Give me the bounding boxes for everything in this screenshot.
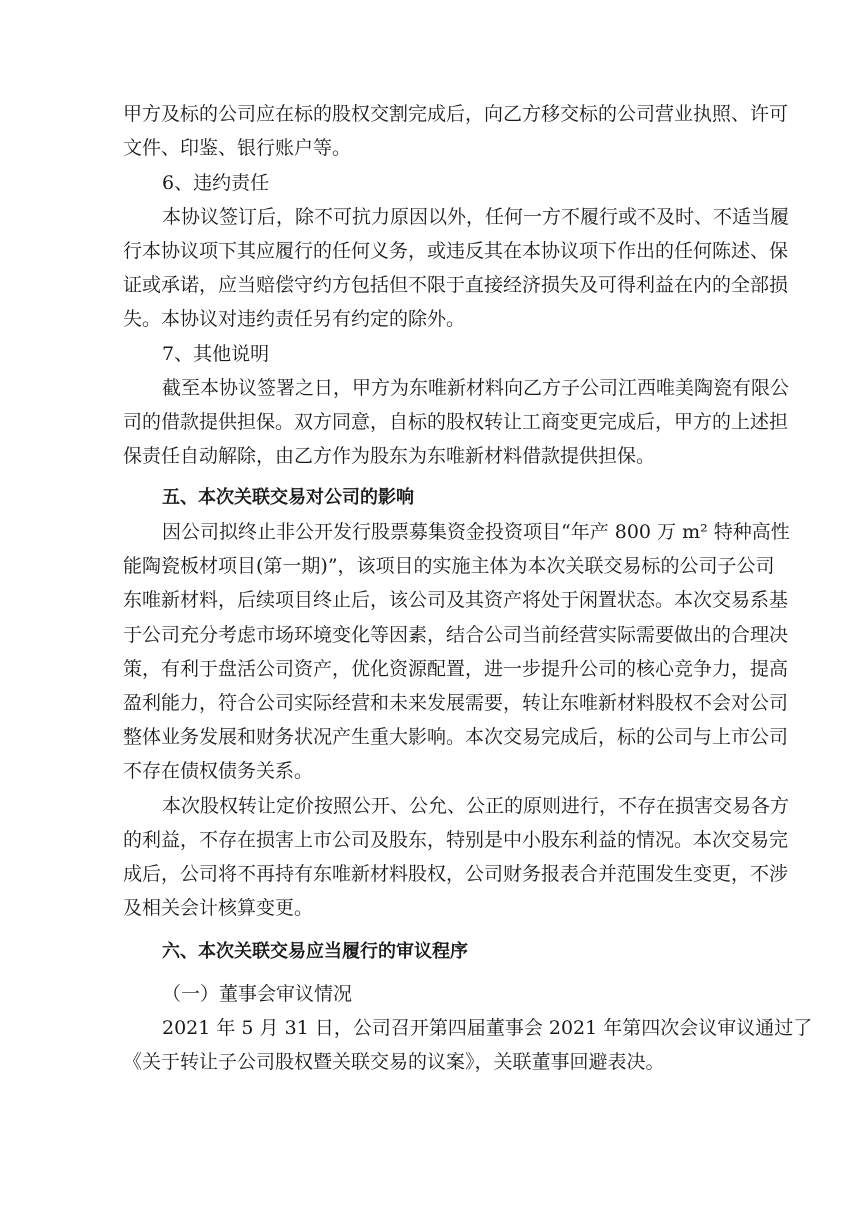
text-line: 《关于转让子公司股权暨关联交易的议案》，关联董事回避表决。 <box>123 1051 665 1073</box>
text-line: 盈利能力，符合公司实际经营和未来发展需要，转让东唯新材料股权不会对公司 <box>123 692 789 714</box>
text-line: 2021 年 5 月 31 日，公司召开第四届董事会 2021 年第四次会议审议通过了 <box>162 1017 813 1039</box>
text-line: 行本协议项下其应履行的任何义务，或违反其在本协议项下作出的任何陈述、保 <box>123 240 789 262</box>
clause-heading: 7、其他说明 <box>162 343 270 365</box>
text-line: 司的借款提供担保。双方同意，自标的股权转让工商变更完成后，甲方的上述担 <box>123 411 789 433</box>
text-line: 本次股权转让定价按照公开、公允、公正的原则进行，不存在损害交易各方 <box>162 795 790 817</box>
text-line: 失。本协议对违约责任另有约定的除外。 <box>123 308 466 330</box>
text-line: 甲方及标的公司应在标的股权交割完成后，向乙方移交标的公司营业执照、许可 <box>123 103 789 125</box>
text-line: 本协议签订后，除不可抗力原因以外，任何一方不履行或不及时、不适当履 <box>162 206 790 228</box>
text-line: 整体业务发展和财务状况产生重大影响。本次交易完成后，标的公司与上市公司 <box>123 726 789 748</box>
text-line: 及相关会计核算变更。 <box>123 897 314 919</box>
text-line: 成后，公司将不再持有东唯新材料股权，公司财务报表合并范围发生变更，不涉 <box>123 863 789 885</box>
section-heading: 五、本次关联交易对公司的影响 <box>162 487 414 508</box>
text-line: 证或承诺，应当赔偿守约方包括但不限于直接经济损失及可得利益在内的全部损 <box>123 274 789 296</box>
subsection-heading: （一）董事会审议情况 <box>162 983 353 1005</box>
text-line: 策，有利于盘活公司资产，优化资源配置，进一步提升公司的核心竞争力，提高 <box>123 658 789 680</box>
text-line: 于公司充分考虑市场环境变化等因素，结合公司当前经营实际需要做出的合理决 <box>123 624 789 646</box>
text-line: 不存在债权债务关系。 <box>123 760 314 782</box>
clause-heading: 6、违约责任 <box>162 172 270 194</box>
text-line: 能陶瓷板材项目(第一期)”，该项目的实施主体为本次关联交易标的公司子公司 <box>123 555 775 577</box>
text-line: 截至本协议签署之日，甲方为东唯新材料向乙方子公司江西唯美陶瓷有限公 <box>162 377 790 399</box>
text-line: 因公司拟终止非公开发行股票募集资金投资项目“年产 800 万 m² 特种高性 <box>162 521 790 543</box>
section-heading: 六、本次关联交易应当履行的审议程序 <box>162 941 468 962</box>
text-line: 保责任自动解除，由乙方作为股东为东唯新材料借款提供担保。 <box>123 445 656 467</box>
text-line: 文件、印鉴、银行账户等。 <box>123 137 352 159</box>
text-line: 东唯新材料，后续项目终止后，该公司及其资产将处于闲置状态。本次交易系基 <box>123 589 789 611</box>
text-line: 的利益，不存在损害上市公司及股东，特别是中小股东利益的情况。本次交易完 <box>123 829 789 851</box>
